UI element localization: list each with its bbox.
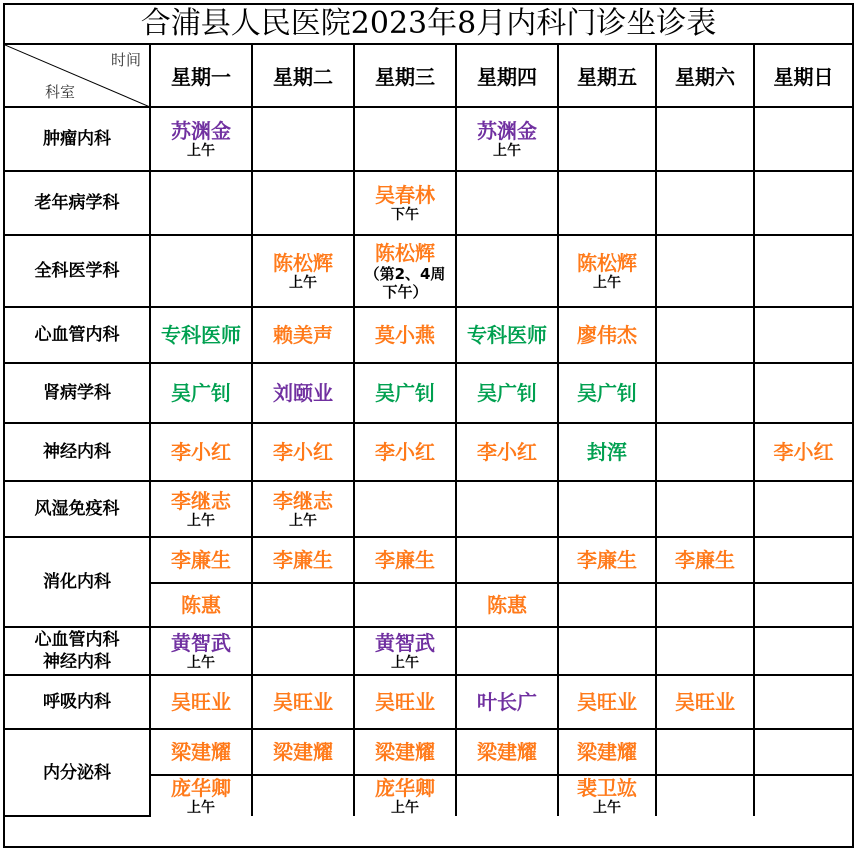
doctor-cell	[558, 775, 656, 816]
doctor-cell	[354, 235, 456, 307]
doctor-name: 吴旺业	[675, 690, 735, 714]
doctor-name: 李廉生	[171, 548, 231, 572]
session-time: 上午	[187, 513, 215, 529]
doctor-name: 吴广钊	[171, 381, 231, 405]
doctor-name: 吴广钊	[375, 381, 435, 405]
empty-cell	[754, 583, 852, 627]
dept-label: 科室	[45, 83, 76, 101]
doctor-name: 陈惠	[181, 593, 221, 617]
day-header: 星期五	[558, 45, 656, 107]
doctor-cell	[558, 675, 656, 729]
doctor-cell	[354, 675, 456, 729]
empty-cell	[252, 775, 354, 816]
doctor-cell	[656, 537, 754, 583]
doctor-name: 李廉生	[675, 548, 735, 572]
doctor-name: 吴旺业	[577, 690, 637, 714]
doctor-cell	[150, 363, 252, 423]
empty-cell	[558, 583, 656, 627]
doctor-name: 廖伟杰	[577, 323, 637, 347]
empty-cell	[754, 729, 852, 775]
day-header: 星期六	[656, 45, 754, 107]
empty-cell	[456, 481, 558, 537]
empty-cell	[656, 627, 754, 675]
doctor-cell	[456, 307, 558, 363]
doctor-name: 梁建耀	[273, 740, 333, 764]
doctor-name: 梁建耀	[375, 740, 435, 764]
doctor-cell	[150, 423, 252, 481]
doctor-name: 庞华卿	[375, 776, 435, 800]
doctor-name: 陈松辉	[273, 251, 333, 275]
doctor-name: 梁建耀	[477, 740, 537, 764]
empty-cell	[656, 481, 754, 537]
session-time: 上午	[187, 143, 215, 159]
corner-header	[5, 45, 150, 107]
doctor-cell	[150, 107, 252, 171]
doctor-cell	[252, 363, 354, 423]
empty-cell	[456, 775, 558, 816]
day-header: 星期二	[252, 45, 354, 107]
doctor-name: 梁建耀	[577, 740, 637, 764]
doctor-cell	[354, 775, 456, 816]
doctor-name: 李继志	[171, 489, 231, 513]
session-time: 上午	[187, 800, 215, 816]
empty-cell	[252, 583, 354, 627]
doctor-name: 李小红	[171, 440, 231, 464]
dept-name: 神经内科	[5, 423, 150, 481]
doctor-cell	[150, 583, 252, 627]
dept-name: 肿瘤内科	[5, 107, 150, 171]
doctor-cell	[252, 537, 354, 583]
empty-cell	[354, 107, 456, 171]
empty-cell	[252, 107, 354, 171]
empty-cell	[754, 537, 852, 583]
empty-cell	[558, 481, 656, 537]
empty-cell	[354, 481, 456, 537]
empty-cell	[754, 171, 852, 235]
dept-name: 老年病学科	[5, 171, 150, 235]
doctor-name: 吴广钊	[477, 381, 537, 405]
empty-cell	[558, 171, 656, 235]
doctor-cell	[656, 675, 754, 729]
doctor-name: 李小红	[273, 440, 333, 464]
doctor-cell	[252, 307, 354, 363]
session-time: 上午	[187, 655, 215, 671]
empty-cell	[456, 537, 558, 583]
empty-cell	[754, 307, 852, 363]
schedule-sheet	[3, 3, 854, 848]
doctor-name: 叶长广	[477, 690, 537, 714]
doctor-name: 陈松辉	[577, 251, 637, 275]
doctor-cell	[354, 537, 456, 583]
empty-cell	[656, 775, 754, 816]
empty-cell	[754, 107, 852, 171]
doctor-cell	[354, 171, 456, 235]
doctor-name: 李廉生	[577, 548, 637, 572]
doctor-cell	[354, 423, 456, 481]
empty-cell	[754, 627, 852, 675]
empty-cell	[656, 423, 754, 481]
dept-name: 呼吸内科	[5, 675, 150, 729]
doctor-name: 李小红	[375, 440, 435, 464]
empty-cell	[656, 363, 754, 423]
doctor-name: 专科医师	[467, 323, 547, 347]
doctor-name: 李廉生	[273, 548, 333, 572]
day-header: 星期日	[754, 45, 852, 107]
empty-cell	[558, 107, 656, 171]
doctor-cell	[252, 729, 354, 775]
doctor-cell	[558, 307, 656, 363]
doctor-name: 李廉生	[375, 548, 435, 572]
dept-name: 消化内科	[5, 537, 150, 627]
doctor-cell	[252, 675, 354, 729]
empty-cell	[656, 307, 754, 363]
schedule-table	[5, 45, 852, 817]
doctor-name: 黄智武	[375, 631, 435, 655]
session-time: 上午	[493, 143, 521, 159]
empty-cell	[656, 583, 754, 627]
doctor-name: 陈惠	[487, 593, 527, 617]
time-note: （第2、4周	[364, 265, 446, 283]
doctor-cell	[150, 729, 252, 775]
empty-cell	[656, 729, 754, 775]
doctor-cell	[558, 235, 656, 307]
day-header: 星期一	[150, 45, 252, 107]
empty-cell	[754, 235, 852, 307]
dept-name	[5, 627, 150, 675]
doctor-cell	[456, 423, 558, 481]
empty-cell	[656, 107, 754, 171]
doctor-name: 吴旺业	[375, 690, 435, 714]
session-time: 上午	[593, 275, 621, 291]
session-time: 上午	[289, 275, 317, 291]
doctor-name: 李小红	[477, 440, 537, 464]
day-header: 星期三	[354, 45, 456, 107]
doctor-name: 梁建耀	[171, 740, 231, 764]
dept-line: 神经内科	[43, 652, 111, 672]
empty-cell	[656, 171, 754, 235]
session-time: 上午	[391, 800, 419, 816]
empty-cell	[754, 675, 852, 729]
empty-cell	[456, 171, 558, 235]
doctor-cell	[558, 537, 656, 583]
session-time: 上午	[391, 655, 419, 671]
day-header: 星期四	[456, 45, 558, 107]
doctor-cell	[252, 423, 354, 481]
doctor-name: 李小红	[773, 440, 834, 464]
doctor-name: 苏渊金	[171, 119, 231, 143]
doctor-cell	[252, 481, 354, 537]
doctor-name: 裴卫竑	[577, 776, 637, 800]
empty-cell	[754, 775, 852, 816]
doctor-cell	[150, 775, 252, 816]
doctor-cell	[456, 583, 558, 627]
doctor-name: 吴广钊	[577, 381, 637, 405]
empty-cell	[558, 627, 656, 675]
page-title: 合浦县人民医院2023年8月内科门诊坐诊表	[5, 5, 852, 45]
doctor-cell	[456, 363, 558, 423]
doctor-cell	[354, 363, 456, 423]
doctor-name: 封浑	[587, 440, 627, 464]
doctor-name: 专科医师	[161, 323, 241, 347]
empty-cell	[252, 171, 354, 235]
doctor-cell	[150, 627, 252, 675]
doctor-cell	[354, 729, 456, 775]
doctor-cell	[558, 423, 656, 481]
empty-cell	[656, 235, 754, 307]
doctor-cell	[150, 675, 252, 729]
doctor-cell	[558, 729, 656, 775]
empty-cell	[354, 583, 456, 627]
doctor-cell	[150, 481, 252, 537]
time-note: 下午）	[382, 283, 428, 301]
empty-cell	[456, 627, 558, 675]
doctor-name: 赖美声	[273, 323, 333, 347]
doctor-name: 吴旺业	[171, 690, 231, 714]
doctor-name: 吴旺业	[273, 690, 333, 714]
dept-name: 心血管内科	[5, 307, 150, 363]
dept-name: 风湿免疫科	[5, 481, 150, 537]
doctor-cell	[354, 627, 456, 675]
doctor-cell	[150, 537, 252, 583]
session-time: 上午	[593, 800, 621, 816]
empty-cell	[456, 235, 558, 307]
doctor-name: 李继志	[273, 489, 333, 513]
doctor-name: 刘颐业	[273, 381, 333, 405]
doctor-name: 庞华卿	[171, 776, 231, 800]
doctor-cell	[150, 307, 252, 363]
doctor-name: 吴春林	[375, 183, 435, 207]
doctor-cell	[354, 307, 456, 363]
dept-name: 全科医学科	[5, 235, 150, 307]
dept-line: 心血管内科	[34, 630, 120, 650]
dept-name: 肾病学科	[5, 363, 150, 423]
session-time: 下午	[391, 207, 419, 223]
time-label: 时间	[110, 51, 141, 69]
empty-cell	[754, 481, 852, 537]
doctor-name: 黄智武	[171, 631, 231, 655]
doctor-cell	[456, 107, 558, 171]
doctor-name: 陈松辉	[375, 241, 435, 265]
doctor-name: 苏渊金	[477, 119, 537, 143]
empty-cell	[150, 235, 252, 307]
doctor-cell	[456, 729, 558, 775]
doctor-cell	[252, 235, 354, 307]
doctor-cell	[754, 423, 852, 481]
empty-cell	[754, 363, 852, 423]
doctor-name: 莫小燕	[375, 323, 435, 347]
empty-cell	[252, 627, 354, 675]
doctor-cell	[456, 675, 558, 729]
empty-cell	[150, 171, 252, 235]
doctor-cell	[558, 363, 656, 423]
dept-name: 内分泌科	[5, 729, 150, 816]
session-time: 上午	[289, 513, 317, 529]
